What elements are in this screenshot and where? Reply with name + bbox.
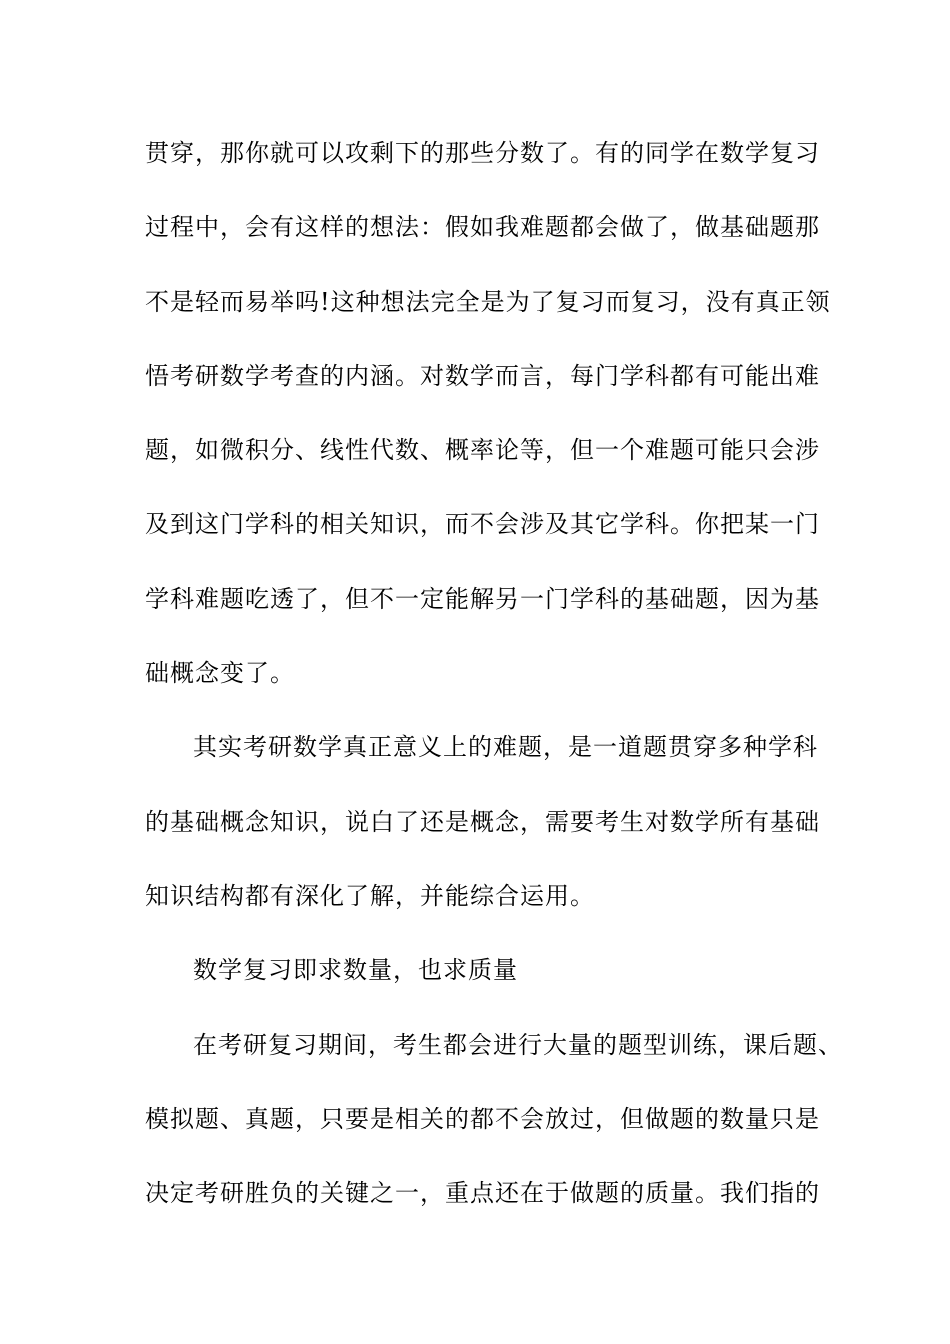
text-line: 过程中，会有这样的想法：假如我难题都会做了，做基础题那 [145,213,820,242]
document-body [145,128,843,1242]
section-heading: 数学复习即求数量，也求质量 [193,956,518,985]
paragraph-start-line: 在考研复习期间，考生都会进行大量的题型训练，课后题、 [193,1030,843,1059]
text-line: 模拟题、真题，只要是相关的都不会放过，但做题的数量只是 [145,1104,820,1133]
text-line: 题，如微积分、线性代数、概率论等，但一个难题可能只会涉 [145,436,820,465]
text-line: 悟考研数学考查的内涵。对数学而言，每门学科都有可能出难 [145,361,820,390]
text-line: 学科难题吃透了，但不一定能解另一门学科的基础题，因为基 [145,584,820,613]
text-line: 决定考研胜负的关键之一，重点还在于做题的质量。我们指的 [145,1179,820,1208]
text-line: 础概念变了。 [145,659,295,688]
text-line: 不是轻而易举吗!这种想法完全是为了复习而复习，没有真正领 [145,287,831,316]
paragraph-start-line: 其实考研数学真正意义上的难题，是一道题贯穿多种学科 [193,733,818,762]
text-line: 贯穿，那你就可以攻剩下的那些分数了。有的同学在数学复习 [145,139,820,167]
text-line: 知识结构都有深化了解，并能综合运用。 [145,881,595,910]
text-line: 及到这门学科的相关知识，而不会涉及其它学科。你把某一门 [145,510,820,539]
text-line: 的基础概念知识，说白了还是概念，需要考生对数学所有基础 [145,807,820,836]
